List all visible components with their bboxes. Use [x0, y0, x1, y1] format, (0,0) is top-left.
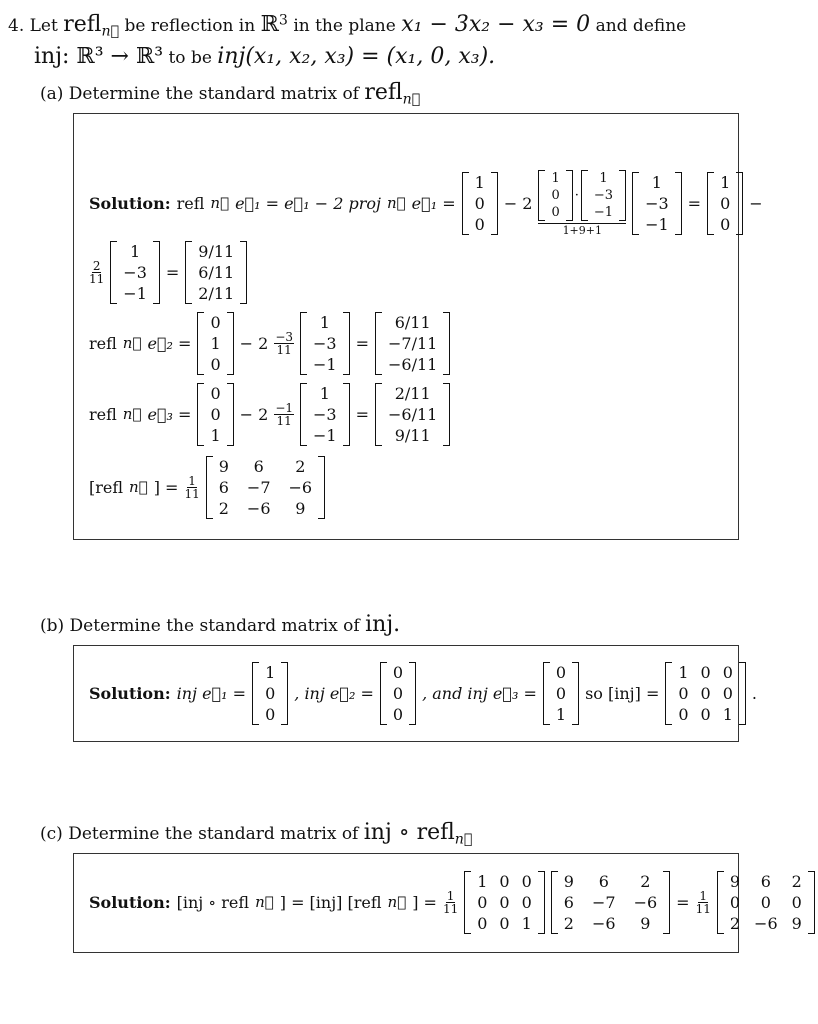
num: −3: [275, 329, 294, 344]
cell: −1: [123, 283, 147, 303]
cell: 0: [210, 404, 221, 424]
cell: 0: [477, 913, 488, 933]
cell: 0: [720, 214, 731, 234]
num: 1: [188, 473, 196, 488]
problem-line-2: [34, 44, 495, 69]
text: refl: [89, 404, 117, 424]
cell: 1: [722, 704, 733, 724]
cell: 0: [700, 683, 711, 703]
text: =: [355, 333, 370, 353]
text: ] = [inj] [refl: [279, 892, 382, 912]
fraction: [89, 260, 104, 285]
cell: −7: [591, 892, 616, 912]
matrix-n: [300, 383, 350, 446]
part-c-label: [40, 820, 472, 847]
text: , inj e⃗₂ =: [294, 683, 374, 703]
cell: 1: [521, 913, 532, 933]
cell: 9/11: [394, 425, 431, 445]
refl-symbol: refl: [63, 12, 102, 37]
refl-symbol: refl: [364, 80, 403, 105]
text: −: [749, 193, 763, 213]
cell: 0: [722, 662, 733, 682]
refl-matrix: [206, 456, 325, 519]
cell: 2: [640, 871, 651, 891]
cell: 9: [640, 913, 651, 933]
matrix-col2: [375, 312, 450, 375]
n-vec: n⃗: [255, 893, 274, 911]
cell: 0: [521, 892, 532, 912]
text: and define: [595, 16, 687, 36]
cell: 0: [555, 683, 567, 703]
text: e⃗₂ =: [147, 333, 192, 353]
matrix-e2: [197, 312, 233, 375]
text: be reflection in: [124, 16, 256, 36]
cell: 0: [474, 214, 485, 234]
cell: 1: [210, 425, 221, 445]
cell: 1: [129, 241, 141, 261]
matrix-e1-b: [707, 172, 743, 235]
cell: −1: [313, 425, 337, 445]
cell: −1: [313, 354, 337, 374]
cell: 9: [295, 498, 306, 518]
fraction: [274, 402, 294, 427]
vector-inj-e1: [252, 662, 288, 725]
solution-b-line: [89, 658, 757, 728]
solution-label: Solution:: [89, 193, 171, 213]
cell: −3: [645, 193, 669, 213]
cell: −1: [593, 204, 614, 220]
inj-matrix: [464, 871, 545, 934]
cell: 6/11: [198, 262, 235, 282]
text: , and inj e⃗₃ =: [422, 683, 537, 703]
text: =: [165, 262, 180, 282]
solution-label: Solution:: [89, 892, 171, 912]
projection-fraction: [538, 170, 626, 237]
map-text: : ℝ³ → ℝ³: [62, 44, 164, 69]
cell: −6/11: [388, 354, 438, 374]
cell: 0: [392, 704, 404, 724]
den: 11: [695, 901, 711, 916]
inj-symbol: inj.: [365, 612, 401, 637]
text: (b) Determine the standard matrix of: [40, 616, 360, 636]
text: Let: [29, 16, 58, 36]
text: =: [676, 892, 690, 912]
inj-definition: inj(x₁, x₂, x₃) = (x₁, 0, x₃).: [217, 44, 496, 69]
text: e⃗₁ = e⃗₁ − 2 proj: [235, 193, 381, 213]
cell: 1: [265, 662, 276, 682]
cell: 6: [253, 456, 264, 476]
matrix-n-small: [581, 170, 626, 221]
plane-equation: x₁ − 3x₂ − x₃ = 0: [401, 12, 591, 37]
solution-a-line-4: [89, 380, 450, 448]
cell: 0: [499, 892, 510, 912]
cell: 9/11: [198, 241, 235, 261]
fraction: [184, 475, 199, 500]
cell: 1: [477, 871, 488, 891]
cell: 0: [265, 704, 276, 724]
n-vec: n⃗: [402, 91, 421, 108]
cell: 0: [474, 193, 485, 213]
cell: 0: [722, 683, 733, 703]
cell: 6: [760, 871, 771, 891]
num: 1: [699, 888, 708, 903]
text: ] =: [412, 892, 437, 912]
cell: 1: [474, 172, 485, 192]
cell: 0: [720, 193, 731, 213]
cell: 1: [599, 170, 608, 186]
text: − 2: [239, 333, 269, 353]
cell: −6: [754, 913, 778, 933]
cell: −6: [246, 498, 271, 518]
cell: 0: [499, 871, 510, 891]
cell: 0: [210, 312, 221, 332]
text: (a) Determine the standard matrix of: [40, 84, 359, 104]
cell: 1: [555, 704, 567, 724]
cell: 6: [563, 892, 574, 912]
cell: 1: [678, 662, 689, 682]
den: 11: [276, 342, 292, 357]
cell: 0: [700, 704, 711, 724]
cell: −6: [288, 477, 313, 497]
cell: 9: [791, 913, 802, 933]
cell: 9: [563, 871, 574, 891]
cell: 0: [477, 892, 488, 912]
cell: 0: [392, 662, 404, 682]
r3-symbol: ℝ: [260, 12, 279, 37]
solution-label: Solution:: [89, 683, 171, 703]
n-vec: n⃗: [387, 893, 407, 911]
denominator: 1+9+1: [562, 223, 602, 237]
text: to be: [168, 48, 212, 68]
problem-number: 4.: [8, 16, 25, 36]
matrix-col3: [375, 383, 450, 446]
cell: 0: [210, 383, 221, 403]
cell: 1: [651, 172, 662, 192]
text: refl: [176, 193, 205, 213]
text: e⃗₁ =: [411, 193, 456, 213]
cell: 2: [295, 456, 306, 476]
matrix-e1: [462, 172, 498, 235]
text: so [inj] =: [585, 683, 660, 703]
cell: 6/11: [394, 312, 431, 332]
n-vec: n⃗: [210, 194, 230, 212]
cell: −3: [123, 262, 147, 282]
problem-line-1: [8, 12, 686, 39]
cell: 1: [210, 333, 221, 353]
cell: 2: [729, 913, 741, 933]
cell: 2: [563, 913, 574, 933]
vector-inj-e2: [380, 662, 416, 725]
refl-matrix: [551, 871, 670, 934]
part-b-label: [40, 612, 400, 637]
cell: 0: [265, 683, 276, 703]
den: 11: [276, 413, 292, 428]
part-a-label: [40, 80, 420, 107]
cell: 0: [499, 913, 510, 933]
cell: −7: [246, 477, 271, 497]
text: .: [751, 683, 758, 703]
vector-inj-e3: [543, 662, 579, 725]
text: (c) Determine the standard matrix of: [40, 824, 359, 844]
cell: 9: [729, 871, 741, 891]
composition-symbol: inj ∘ refl: [363, 820, 455, 845]
cell: 0: [521, 871, 532, 891]
cell: −3: [313, 404, 337, 424]
fraction: [696, 890, 711, 915]
solution-a-line-3: [89, 309, 450, 377]
text: refl: [89, 333, 117, 353]
cell: 1: [551, 170, 560, 186]
text: [refl: [89, 477, 124, 497]
cell: 0: [555, 662, 567, 682]
n-vec: n⃗: [101, 23, 120, 40]
sup: 3: [278, 12, 288, 29]
cell: 1: [319, 312, 330, 332]
cell: −7/11: [388, 333, 438, 353]
cell: 6: [598, 871, 609, 891]
den: 11: [442, 901, 459, 916]
cell: 0: [791, 892, 802, 912]
n-vec: n⃗: [386, 194, 406, 212]
num: 1: [446, 888, 455, 903]
cell: −1: [645, 214, 669, 234]
cell: 0: [700, 662, 711, 682]
fraction: [274, 331, 294, 356]
cell: 2/11: [198, 283, 235, 303]
cell: 0: [678, 704, 689, 724]
text: e⃗₃ =: [147, 404, 192, 424]
text: − 2: [239, 404, 269, 424]
cell: 2/11: [394, 383, 431, 403]
cell: −6: [633, 892, 658, 912]
solution-c-line: [89, 866, 815, 938]
matrix-n: [300, 312, 350, 375]
cell: 0: [392, 683, 404, 703]
text: =: [355, 404, 370, 424]
cell: −6: [591, 913, 616, 933]
solution-a-line-2: [89, 238, 247, 306]
result-matrix: [717, 871, 815, 934]
text: in the plane: [293, 16, 396, 36]
den: 11: [184, 486, 200, 501]
cell: 0: [760, 892, 771, 912]
cell: 2: [218, 498, 229, 518]
matrix-col1: [185, 241, 247, 304]
cell: 0: [551, 204, 560, 220]
text: =: [687, 193, 702, 213]
matrix-e1-small: [538, 170, 572, 221]
n-vec: n⃗: [129, 478, 148, 496]
solution-a-line-5: [89, 453, 325, 521]
num: 2: [92, 258, 101, 273]
matrix-e3: [197, 383, 233, 446]
cell: 1: [319, 383, 330, 403]
cell: 0: [551, 187, 560, 203]
cell: −6/11: [388, 404, 438, 424]
n-vec: n⃗: [122, 405, 142, 423]
cell: 1: [720, 172, 731, 192]
den: 11: [89, 271, 105, 286]
cell: −3: [313, 333, 337, 353]
num: −1: [275, 400, 294, 415]
matrix-n: [110, 241, 160, 304]
cell: 2: [791, 871, 802, 891]
cell: 0: [210, 354, 221, 374]
text: ] =: [153, 477, 179, 497]
inj-matrix: [665, 662, 746, 725]
fraction: [443, 890, 458, 915]
text: − 2: [503, 193, 533, 213]
cell: 9: [218, 456, 229, 476]
cell: 0: [729, 892, 741, 912]
cell: 0: [678, 683, 689, 703]
text: inj e⃗₁ =: [176, 683, 247, 703]
text: [inj ∘ refl: [176, 892, 250, 912]
cell: −3: [593, 187, 614, 203]
n-vec: n⃗: [122, 334, 142, 352]
matrix-n: [632, 172, 682, 235]
inj-symbol: inj: [34, 44, 63, 69]
dot: ·: [574, 187, 579, 203]
cell: 6: [218, 477, 229, 497]
numerator: [538, 170, 626, 224]
n-vec: n⃗: [454, 831, 473, 848]
